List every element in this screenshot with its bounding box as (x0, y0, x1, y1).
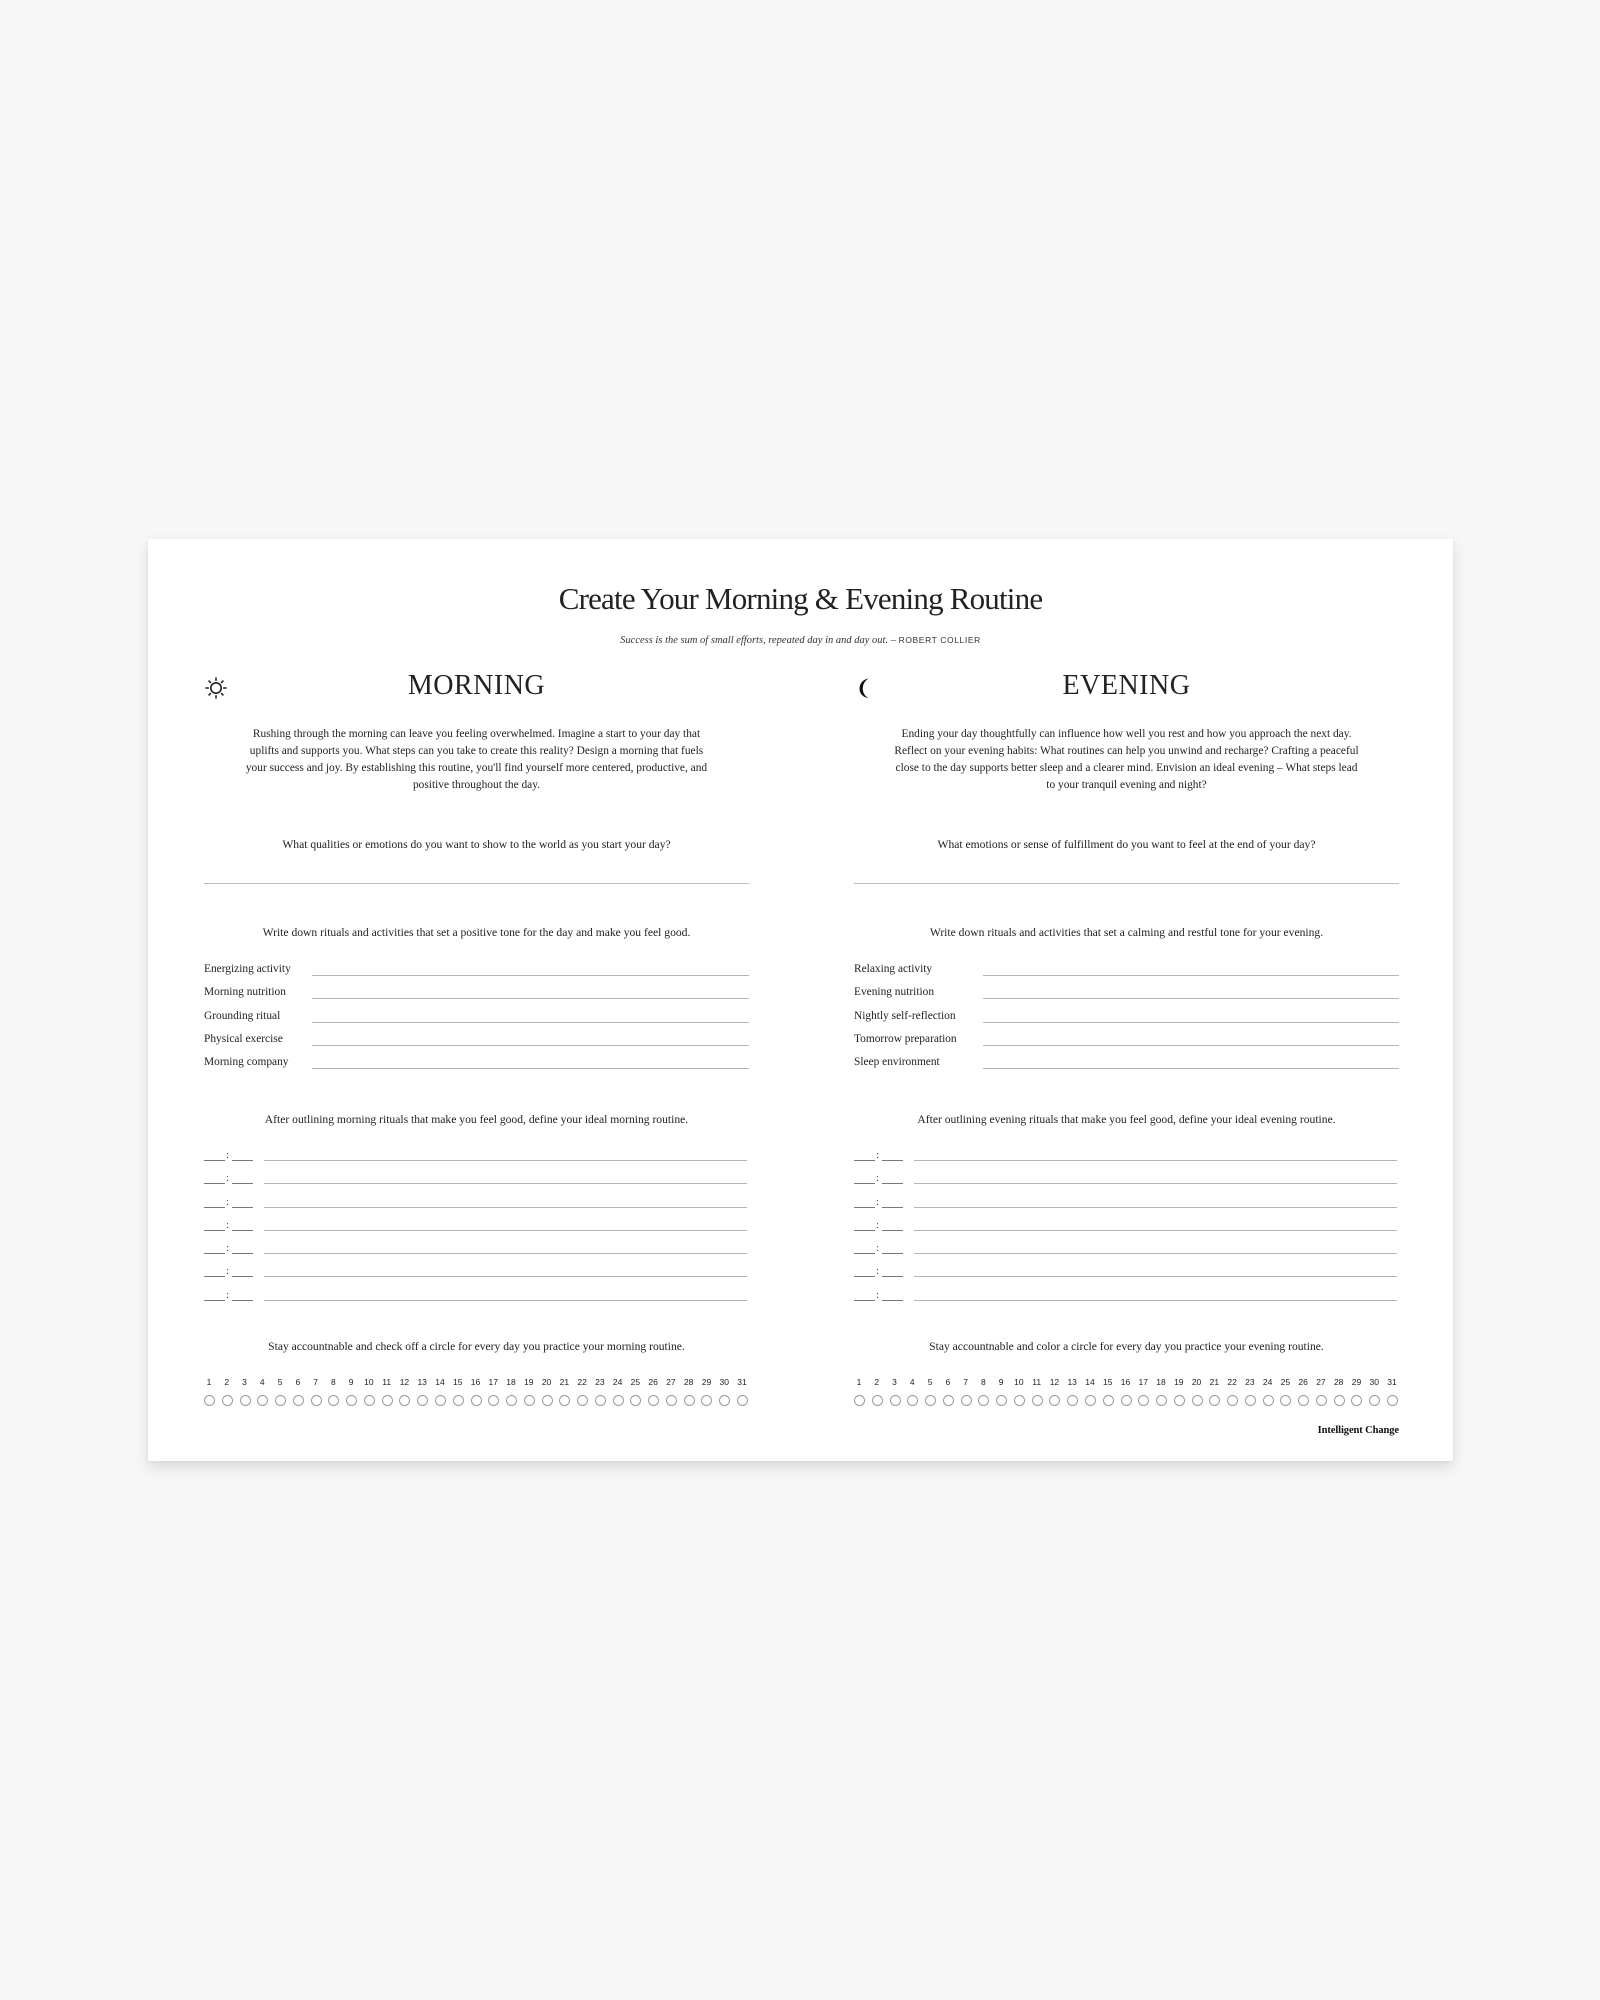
day-number: 7 (963, 1377, 968, 1387)
morning-question: What qualities or emotions do you want to show to the world as you start your day? (282, 838, 671, 851)
minute-blank[interactable] (232, 1160, 253, 1161)
routine-time-row (854, 1240, 1399, 1263)
day-number: 2 (874, 1377, 880, 1387)
day-number: 3 (242, 1377, 247, 1387)
day-number: 2 (224, 1377, 230, 1387)
hour-blank[interactable] (854, 1160, 875, 1161)
day-check-circle[interactable] (666, 1395, 677, 1406)
quote-dash: – (890, 635, 896, 646)
minute-blank[interactable] (882, 1276, 903, 1277)
routine-write-line[interactable] (264, 1160, 747, 1161)
minute-blank[interactable] (232, 1253, 253, 1254)
day-number: 8 (980, 1377, 986, 1387)
day-check-circle[interactable] (435, 1395, 446, 1406)
day-number: 19 (524, 1377, 534, 1387)
hour-blank[interactable] (204, 1300, 225, 1301)
worksheet-page (148, 539, 1453, 1461)
ritual-row (204, 1030, 749, 1053)
minute-blank[interactable] (232, 1207, 253, 1208)
day-number: 23 (595, 1377, 605, 1387)
day-number: 28 (683, 1377, 694, 1387)
time-colon: : (876, 1288, 880, 1301)
day-check-circle[interactable] (577, 1395, 588, 1406)
day-check-circle[interactable] (240, 1395, 251, 1406)
time-colon: : (226, 1265, 230, 1278)
evening-routine-prompt: After outlining evening rituals that make you feel good, define your ideal evening routine. (917, 1113, 1336, 1126)
day-check-circle[interactable] (275, 1395, 286, 1406)
ritual-write-line[interactable] (312, 1068, 749, 1069)
day-number: 24 (1262, 1377, 1273, 1387)
day-check-circle[interactable] (1263, 1395, 1274, 1406)
day-check-circle[interactable] (1103, 1395, 1114, 1406)
day-check-circle[interactable] (1316, 1395, 1327, 1406)
day-number: 27 (666, 1377, 676, 1387)
routine-write-line[interactable] (264, 1253, 747, 1254)
quote-author: ROBERT COLLIER (898, 635, 981, 645)
day-number: 27 (1316, 1377, 1326, 1387)
evening-rituals-prompt: Write down rituals and activities that set a calming and restful tone for your evening. (929, 926, 1324, 939)
ritual-label: Morning company (204, 1056, 289, 1069)
day-number: 12 (1049, 1377, 1060, 1387)
day-number: 17 (488, 1377, 498, 1387)
ritual-row (204, 983, 749, 1006)
hour-blank[interactable] (204, 1160, 225, 1161)
day-check-circle[interactable] (506, 1395, 517, 1406)
day-check-circle[interactable] (346, 1395, 357, 1406)
day-number: 30 (719, 1377, 729, 1387)
day-number: 14 (435, 1377, 445, 1387)
ritual-label: Sleep environment (854, 1056, 940, 1069)
ritual-write-line[interactable] (983, 1022, 1399, 1023)
routine-time-row (854, 1147, 1399, 1170)
ritual-label: Relaxing activity (854, 963, 933, 975)
day-number: 1 (206, 1377, 212, 1387)
day-number: 29 (1351, 1377, 1362, 1387)
day-check-circle[interactable] (978, 1395, 989, 1406)
day-check-circle[interactable] (453, 1395, 464, 1406)
ritual-row (854, 1053, 1399, 1076)
evening-answer-line[interactable] (854, 883, 1399, 884)
day-number: 26 (1298, 1377, 1308, 1387)
hour-blank[interactable] (854, 1276, 875, 1277)
routine-time-row (204, 1217, 749, 1240)
routine-write-line[interactable] (914, 1230, 1397, 1231)
day-check-circle[interactable] (257, 1395, 268, 1406)
ritual-row (854, 1030, 1399, 1053)
hour-blank[interactable] (204, 1276, 225, 1277)
routine-write-line[interactable] (914, 1253, 1397, 1254)
routine-write-line[interactable] (264, 1207, 747, 1208)
time-colon: : (876, 1172, 880, 1185)
day-number: 19 (1174, 1377, 1184, 1387)
morning-heading: MORNING (407, 670, 546, 701)
ritual-write-line[interactable] (983, 975, 1399, 976)
day-number: 16 (470, 1377, 481, 1387)
day-check-circle[interactable] (854, 1395, 865, 1406)
ritual-write-line[interactable] (312, 1022, 749, 1023)
minute-blank[interactable] (882, 1300, 903, 1301)
routine-write-line[interactable] (264, 1276, 747, 1277)
routine-write-line[interactable] (264, 1183, 747, 1184)
minute-blank[interactable] (232, 1276, 253, 1277)
day-number: 6 (295, 1377, 301, 1387)
ritual-write-line[interactable] (983, 998, 1399, 999)
hour-blank[interactable] (204, 1253, 225, 1254)
day-number: 17 (1138, 1377, 1148, 1387)
evening-heading: EVENING (1062, 670, 1191, 701)
day-check-circle[interactable] (1369, 1395, 1380, 1406)
day-check-circle[interactable] (1298, 1395, 1309, 1406)
evening-intro: Ending your day thoughtfully can influence how well you rest and how you approach the next day. Reflect on your evening habits: What routines can help you unwind and recharge? Crafting a peaceful close to the day supports better sleep and a clearer mind. Envision an ideal evening – What steps lead to your tranquil evening and night? (894, 728, 1359, 791)
routine-time-row (204, 1287, 749, 1310)
time-colon: : (876, 1218, 880, 1231)
morning-day-tracker (204, 1377, 749, 1417)
day-check-circle[interactable] (613, 1395, 624, 1406)
ritual-row (854, 960, 1399, 983)
day-check-circle[interactable] (1032, 1395, 1043, 1406)
day-number: 20 (1191, 1377, 1202, 1387)
routine-time-row (204, 1194, 749, 1217)
routine-write-line[interactable] (914, 1300, 1397, 1301)
morning-answer-line[interactable] (204, 883, 749, 884)
morning-rituals-list (204, 960, 749, 1076)
day-check-circle[interactable] (684, 1395, 695, 1406)
day-number: 1 (856, 1377, 862, 1387)
ritual-row (204, 1007, 749, 1030)
day-number: 31 (1387, 1377, 1397, 1387)
day-check-circle[interactable] (488, 1395, 499, 1406)
minute-blank[interactable] (882, 1160, 903, 1161)
hour-blank[interactable] (204, 1207, 225, 1208)
day-number: 5 (277, 1377, 283, 1387)
hour-blank[interactable] (854, 1230, 875, 1231)
ritual-write-line[interactable] (312, 975, 749, 976)
evening-tracker-prompt: Stay accountnable and color a circle for every day you practice your evening routine. (929, 1340, 1324, 1353)
day-check-circle[interactable] (1209, 1395, 1220, 1406)
day-check-circle[interactable] (925, 1395, 936, 1406)
day-check-circle[interactable] (222, 1395, 233, 1406)
day-check-circle[interactable] (1085, 1395, 1096, 1406)
day-number: 22 (577, 1377, 587, 1387)
routine-write-line[interactable] (264, 1300, 747, 1301)
day-check-circle[interactable] (1156, 1395, 1167, 1406)
day-check-circle[interactable] (701, 1395, 712, 1406)
ritual-label: Energizing activity (204, 963, 291, 975)
routine-write-line[interactable] (914, 1207, 1397, 1208)
day-number: 21 (559, 1377, 570, 1387)
routine-time-row (854, 1263, 1399, 1286)
day-check-circle[interactable] (311, 1395, 322, 1406)
time-colon: : (226, 1242, 230, 1255)
ritual-write-line[interactable] (983, 1045, 1399, 1046)
minute-blank[interactable] (882, 1183, 903, 1184)
day-number: 3 (892, 1377, 897, 1387)
time-colon: : (226, 1172, 230, 1185)
minute-blank[interactable] (232, 1183, 253, 1184)
time-colon: : (876, 1149, 880, 1161)
morning-routine-slots (204, 1147, 749, 1310)
time-colon: : (226, 1149, 230, 1161)
morning-intro: Rushing through the morning can leave you feeling overwhelmed. Imagine a start to your day that uplifts and supports you. What steps can you take to create this reality? Design a morning that fuels your success and joy. By establishing this routine, you'll find yourself more centered, productive, and positive throughout the day. (245, 728, 708, 791)
day-number: 30 (1369, 1377, 1379, 1387)
morning-rituals-prompt: Write down rituals and activities that set a positive tone for the day and make you feel good. (262, 926, 691, 939)
day-number: 29 (701, 1377, 712, 1387)
brand-logo: Intelligent Change (1317, 1425, 1399, 1436)
day-check-circle[interactable] (471, 1395, 482, 1406)
routine-write-line[interactable] (914, 1183, 1397, 1184)
day-check-circle[interactable] (961, 1395, 972, 1406)
routine-time-row (204, 1240, 749, 1263)
day-check-circle[interactable] (1121, 1395, 1132, 1406)
ritual-label: Physical exercise (204, 1032, 283, 1045)
day-check-circle[interactable] (542, 1395, 553, 1406)
day-number: 18 (506, 1377, 516, 1387)
day-check-circle[interactable] (417, 1395, 428, 1406)
day-number: 4 (259, 1377, 265, 1387)
day-check-circle[interactable] (559, 1395, 570, 1406)
routine-write-line[interactable] (264, 1230, 747, 1231)
ritual-row (204, 960, 749, 983)
day-number: 15 (1102, 1377, 1113, 1387)
day-number: 23 (1245, 1377, 1255, 1387)
day-check-circle[interactable] (1192, 1395, 1203, 1406)
day-number: 15 (452, 1377, 463, 1387)
day-check-circle[interactable] (719, 1395, 730, 1406)
day-number: 9 (348, 1377, 354, 1387)
time-colon: : (876, 1265, 880, 1278)
ritual-write-line[interactable] (312, 1045, 749, 1046)
day-number: 21 (1209, 1377, 1220, 1387)
day-number: 22 (1227, 1377, 1237, 1387)
routine-time-row (204, 1263, 749, 1286)
minute-blank[interactable] (232, 1300, 253, 1301)
day-check-circle[interactable] (1351, 1395, 1362, 1406)
routine-time-row (854, 1170, 1399, 1193)
day-check-circle[interactable] (204, 1395, 215, 1406)
routine-write-line[interactable] (914, 1276, 1397, 1277)
day-number: 13 (417, 1377, 427, 1387)
day-number: 8 (330, 1377, 336, 1387)
day-check-circle[interactable] (1387, 1395, 1398, 1406)
day-check-circle[interactable] (1280, 1395, 1291, 1406)
day-check-circle[interactable] (524, 1395, 535, 1406)
day-check-circle[interactable] (1227, 1395, 1238, 1406)
routine-write-line[interactable] (914, 1160, 1397, 1161)
day-check-circle[interactable] (595, 1395, 606, 1406)
routine-time-row (854, 1287, 1399, 1310)
day-number: 13 (1067, 1377, 1077, 1387)
morning-column (204, 539, 749, 1461)
day-number: 16 (1120, 1377, 1131, 1387)
day-check-circle[interactable] (1067, 1395, 1078, 1406)
day-check-circle[interactable] (907, 1395, 918, 1406)
day-check-circle[interactable] (1138, 1395, 1149, 1406)
routine-time-row (204, 1170, 749, 1193)
day-check-circle[interactable] (737, 1395, 748, 1406)
time-colon: : (226, 1195, 230, 1208)
day-check-circle[interactable] (648, 1395, 659, 1406)
day-number: 25 (1280, 1377, 1291, 1387)
day-number: 10 (1014, 1377, 1024, 1387)
time-colon: : (876, 1242, 880, 1255)
day-number: 10 (364, 1377, 374, 1387)
day-check-circle[interactable] (293, 1395, 304, 1406)
ritual-label: Nightly self-reflection (854, 1009, 956, 1022)
day-check-circle[interactable] (382, 1395, 393, 1406)
evening-routine-slots (854, 1147, 1399, 1310)
time-colon: : (876, 1195, 880, 1208)
ritual-label: Evening nutrition (854, 986, 935, 999)
day-number: 7 (313, 1377, 318, 1387)
day-number: 14 (1085, 1377, 1095, 1387)
day-check-circle[interactable] (364, 1395, 375, 1406)
day-number: 25 (630, 1377, 641, 1387)
day-check-circle[interactable] (1049, 1395, 1060, 1406)
evening-question: What emotions or sense of fulfillment do you want to feel at the end of your day? (937, 838, 1316, 851)
routine-time-row (854, 1217, 1399, 1240)
minute-blank[interactable] (882, 1253, 903, 1254)
day-check-circle[interactable] (1174, 1395, 1185, 1406)
hour-blank[interactable] (854, 1300, 875, 1301)
day-number: 20 (541, 1377, 552, 1387)
day-number: 9 (998, 1377, 1004, 1387)
day-number: 4 (909, 1377, 915, 1387)
morning-tracker-prompt: Stay accountnable and check off a circle for every day you practice your morning routine. (268, 1340, 685, 1353)
day-check-circle[interactable] (996, 1395, 1007, 1406)
routine-time-row (204, 1147, 749, 1170)
day-number: 11 (1032, 1377, 1042, 1387)
page-title: Create Your Morning & Evening Routine (558, 581, 1043, 616)
day-check-circle[interactable] (328, 1395, 339, 1406)
morning-routine-prompt: After outlining morning rituals that make you feel good, define your ideal morning routine. (264, 1113, 689, 1126)
day-check-circle[interactable] (630, 1395, 641, 1406)
ritual-row (204, 1053, 749, 1076)
ritual-write-line[interactable] (312, 998, 749, 999)
ritual-row (854, 1007, 1399, 1030)
ritual-write-line[interactable] (983, 1068, 1399, 1069)
day-number: 26 (648, 1377, 658, 1387)
minute-blank[interactable] (882, 1230, 903, 1231)
day-number: 18 (1156, 1377, 1166, 1387)
day-number: 12 (399, 1377, 410, 1387)
hour-blank[interactable] (854, 1183, 875, 1184)
day-number: 11 (382, 1377, 392, 1387)
routine-time-row (854, 1194, 1399, 1217)
ritual-row (854, 983, 1399, 1006)
evening-day-tracker (854, 1377, 1399, 1417)
day-number: 24 (612, 1377, 623, 1387)
ritual-label: Grounding ritual (204, 1009, 281, 1022)
hour-blank[interactable] (854, 1253, 875, 1254)
day-number: 6 (945, 1377, 951, 1387)
hour-blank[interactable] (204, 1230, 225, 1231)
day-check-circle[interactable] (1334, 1395, 1345, 1406)
day-check-circle[interactable] (890, 1395, 901, 1406)
evening-rituals-list (854, 960, 1399, 1076)
ritual-label: Tomorrow preparation (854, 1032, 957, 1045)
minute-blank[interactable] (882, 1207, 903, 1208)
day-check-circle[interactable] (872, 1395, 883, 1406)
day-number: 28 (1333, 1377, 1344, 1387)
day-check-circle[interactable] (943, 1395, 954, 1406)
quote-text: Success is the sum of small efforts, repeated day in and day out. (620, 635, 889, 646)
day-check-circle[interactable] (1014, 1395, 1025, 1406)
day-check-circle[interactable] (399, 1395, 410, 1406)
minute-blank[interactable] (232, 1230, 253, 1231)
evening-column (854, 539, 1399, 1461)
ritual-label: Morning nutrition (204, 986, 286, 999)
day-check-circle[interactable] (1245, 1395, 1256, 1406)
time-colon: : (226, 1218, 230, 1231)
time-colon: : (226, 1288, 230, 1301)
day-number: 5 (927, 1377, 933, 1387)
day-number: 31 (737, 1377, 747, 1387)
hour-blank[interactable] (204, 1183, 225, 1184)
hour-blank[interactable] (854, 1207, 875, 1208)
